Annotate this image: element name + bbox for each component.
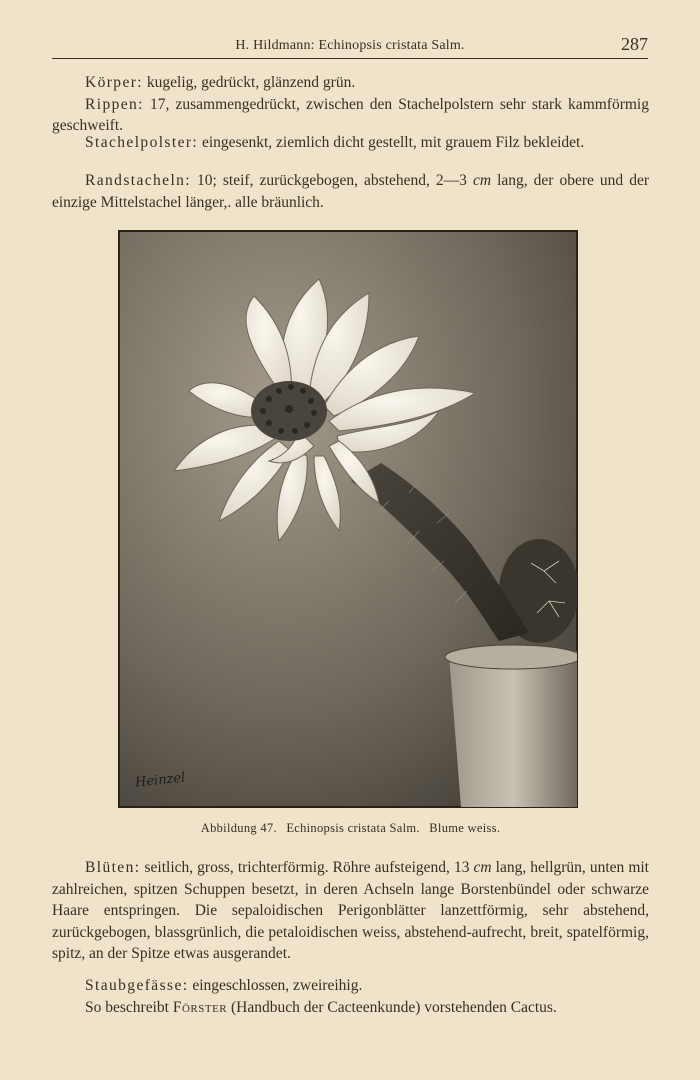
caption-note: Blume weiss.: [429, 821, 501, 835]
flower-drawing: [119, 231, 577, 807]
artist-signature: Heinzel: [134, 770, 186, 791]
author-name: Förster: [172, 998, 228, 1016]
term-text: 10; steif, zurückgebogen, abstehend, 2—3: [197, 172, 467, 189]
caption-number: Abbildung 47.: [200, 821, 277, 835]
paragraph-blueten: [52, 857, 649, 965]
term-text: kugelig, gedrückt, glänzend grün.: [146, 74, 356, 91]
paragraph-stachelpolster: [52, 132, 649, 154]
unit-text: cm: [473, 859, 492, 876]
term-text: seitlich, gross, trichterförmig. Röhre aufsteigend, 13: [144, 859, 470, 876]
paragraph-randstacheln: [52, 170, 649, 213]
running-title: H. Hildmann: Echinopsis cristata Salm.: [235, 38, 465, 53]
paragraph-rippen: [52, 94, 649, 137]
term-label: Randstacheln:: [85, 172, 192, 189]
term-label: Blüten:: [85, 859, 141, 876]
paragraph-staubgefaesse: [52, 975, 649, 997]
closing-prefix: So beschreibt: [85, 998, 169, 1016]
term-text: eingeschlossen, zweireihig.: [192, 977, 363, 994]
caption-species: Echinopsis cristata Salm.: [286, 821, 420, 835]
term-label: Rippen:: [85, 95, 144, 113]
page-number: 287: [621, 34, 648, 54]
paragraph-koerper: [52, 72, 649, 94]
term-text: eingesenkt, ziemlich dicht gestellt, mit grauem Filz bekleidet.: [202, 134, 585, 151]
term-label: Stachelpolster:: [85, 134, 199, 151]
term-label: Staubgefässe:: [85, 977, 189, 994]
paragraph-closing: [52, 997, 649, 1019]
term-label: Körper:: [85, 74, 144, 91]
closing-suffix: (Handbuch der Cacteenkunde) vorstehenden Cactus.: [231, 998, 557, 1016]
term-text-continued: lang, der obere und der einzige Mittelstachel länger,. alle bräunlich.: [52, 172, 650, 211]
term-text-continued: lang, hellgrün, unten mit zahlreichen, spitzen Schuppen besetzt, in deren Achseln lange Borstenbündel oder schwarze Haare entspringen. Die sepaloidischen Perigonblätter lanzettförmig, sehr abstehend, zurückgebogen, blassgrünlich, die petaloidischen weiss, abstehend-aufrecht, breit, spatelförmig, spitz, an der Spitze etwas ausgerandet.: [52, 859, 649, 962]
unit-text: cm: [472, 172, 492, 189]
figure-caption: [52, 821, 649, 836]
cactus-illustration: [118, 230, 578, 808]
running-head: [52, 36, 648, 59]
term-text: 17, zusammengedrückt, zwischen den Stachelpolstern sehr stark kammförmig geschweift.: [52, 95, 649, 134]
